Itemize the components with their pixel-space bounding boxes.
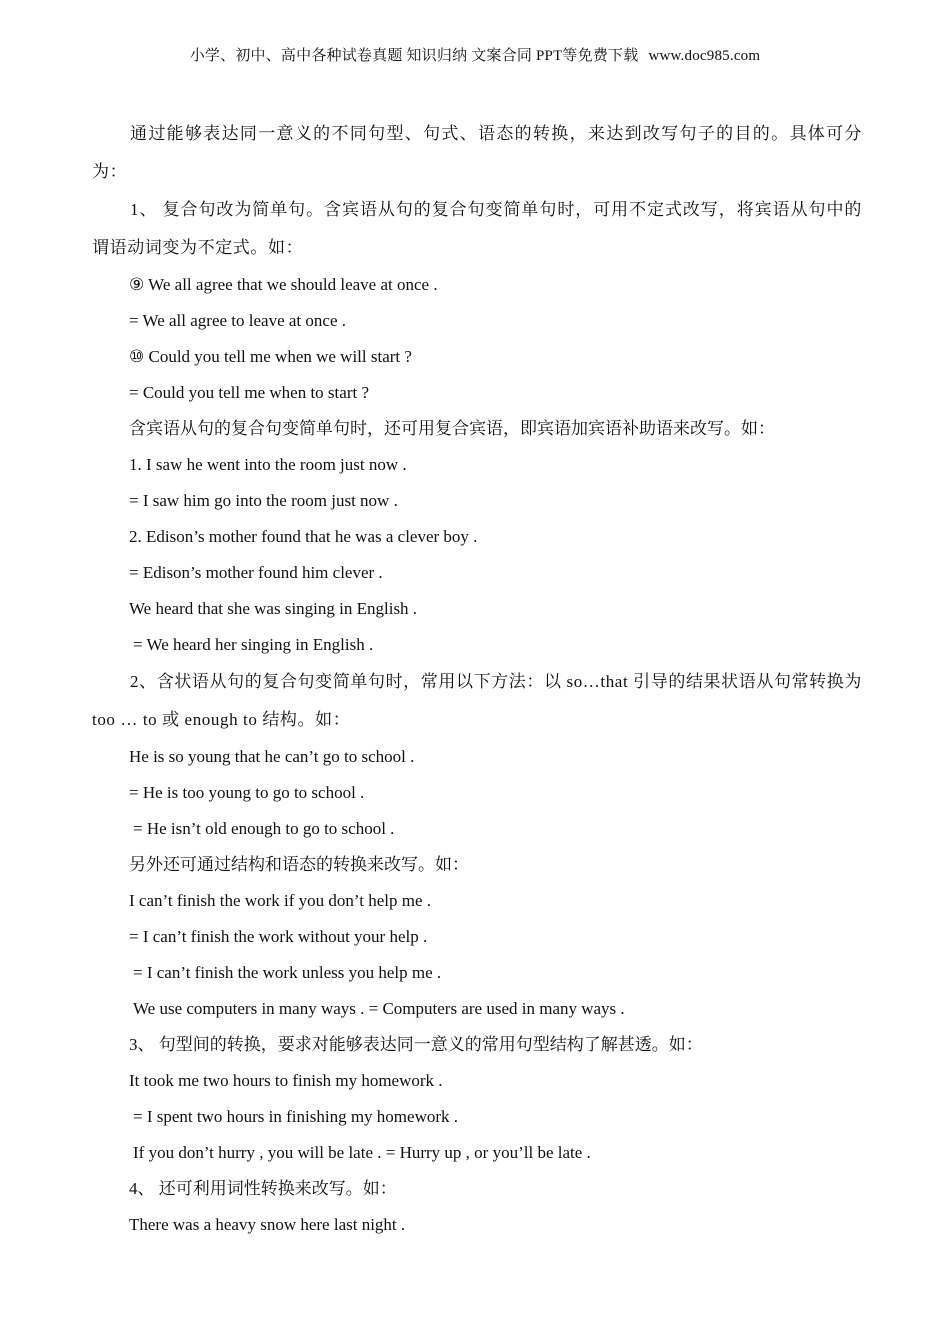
point-1-paragraph: 1、 复合句改为简单句。含宾语从句的复合句变简单句时，可用不定式改写，将宾语从句中的谓语动词变为不定式。如： (92, 200, 862, 257)
point-2-paragraph: 2、含状语从句的复合句变简单句时，常用以下方法：以 so…that 引导的结果状语从句常转换为 too … to 或 enough to 结构。如： (92, 672, 862, 729)
header-title: 小学、初中、高中各种试卷真题 知识归纳 文案合同 PPT等免费下载 (189, 48, 639, 64)
sentence-6-passive: We use computers in many ways . = Computers are used in many ways . (133, 999, 625, 1018)
sentence-1-original: 1. I saw he went into the room just now . (129, 455, 407, 474)
sentence-5-rewrite-unless: = I can’t finish the work unless you help me . (133, 963, 442, 982)
sentence-9: There was a heavy snow here last night . (129, 1215, 406, 1234)
sentence-4-original: He is so young that he can’t go to school . (129, 747, 415, 766)
example-9-original: ⑨ We all agree that we should leave at once . (129, 275, 438, 294)
sentence-2-original: 2. Edison’s mother found that he was a clever boy . (129, 527, 478, 546)
note-complex-object: 含宾语从句的复合句变简单句时，还可用复合宾语，即宾语加宾语补助语来改写。如： (129, 419, 775, 438)
sentence-2-rewrite: = Edison’s mother found him clever . (129, 563, 383, 582)
example-10-original: ⑩ Could you tell me when we will start ? (129, 347, 412, 366)
sentence-4-rewrite-enough: = He isn’t old enough to go to school . (133, 819, 395, 838)
document-body (92, 115, 862, 1243)
sentence-4-rewrite-too: = He is too young to go to school . (129, 783, 365, 802)
point-4-paragraph: 4、 还可利用词性转换来改写。如： (129, 1179, 397, 1198)
intro-paragraph: 通过能够表达同一意义的不同句型、句式、语态的转换，来达到改写句子的目的。具体可分为： (92, 124, 862, 181)
sentence-5-rewrite-without: = I can’t finish the work without your help . (129, 927, 428, 946)
note-structure-voice: 另外还可通过结构和语态的转换来改写。如： (129, 855, 469, 874)
point-3-paragraph: 3、 句型间的转换，要求对能够表达同一意义的常用句型结构了解甚透。如： (129, 1035, 703, 1054)
sentence-7-rewrite: = I spent two hours in finishing my homework . (133, 1107, 459, 1126)
example-10-rewrite: = Could you tell me when to start ? (129, 383, 369, 402)
page-header (0, 44, 950, 65)
sentence-8: If you don’t hurry , you will be late . = Hurry up , or you’ll be late . (133, 1143, 591, 1162)
sentence-1-rewrite: = I saw him go into the room just now . (129, 491, 398, 510)
sentence-7-original: It took me two hours to finish my homework . (129, 1071, 443, 1090)
sentence-3-rewrite: = We heard her singing in English . (133, 635, 374, 654)
sentence-5-original: I can’t finish the work if you don’t help me . (129, 891, 432, 910)
example-9-rewrite: = We all agree to leave at once . (129, 311, 346, 330)
sentence-3-original: We heard that she was singing in English . (129, 599, 418, 618)
header-site-url[interactable]: www.doc985.com (648, 48, 761, 64)
